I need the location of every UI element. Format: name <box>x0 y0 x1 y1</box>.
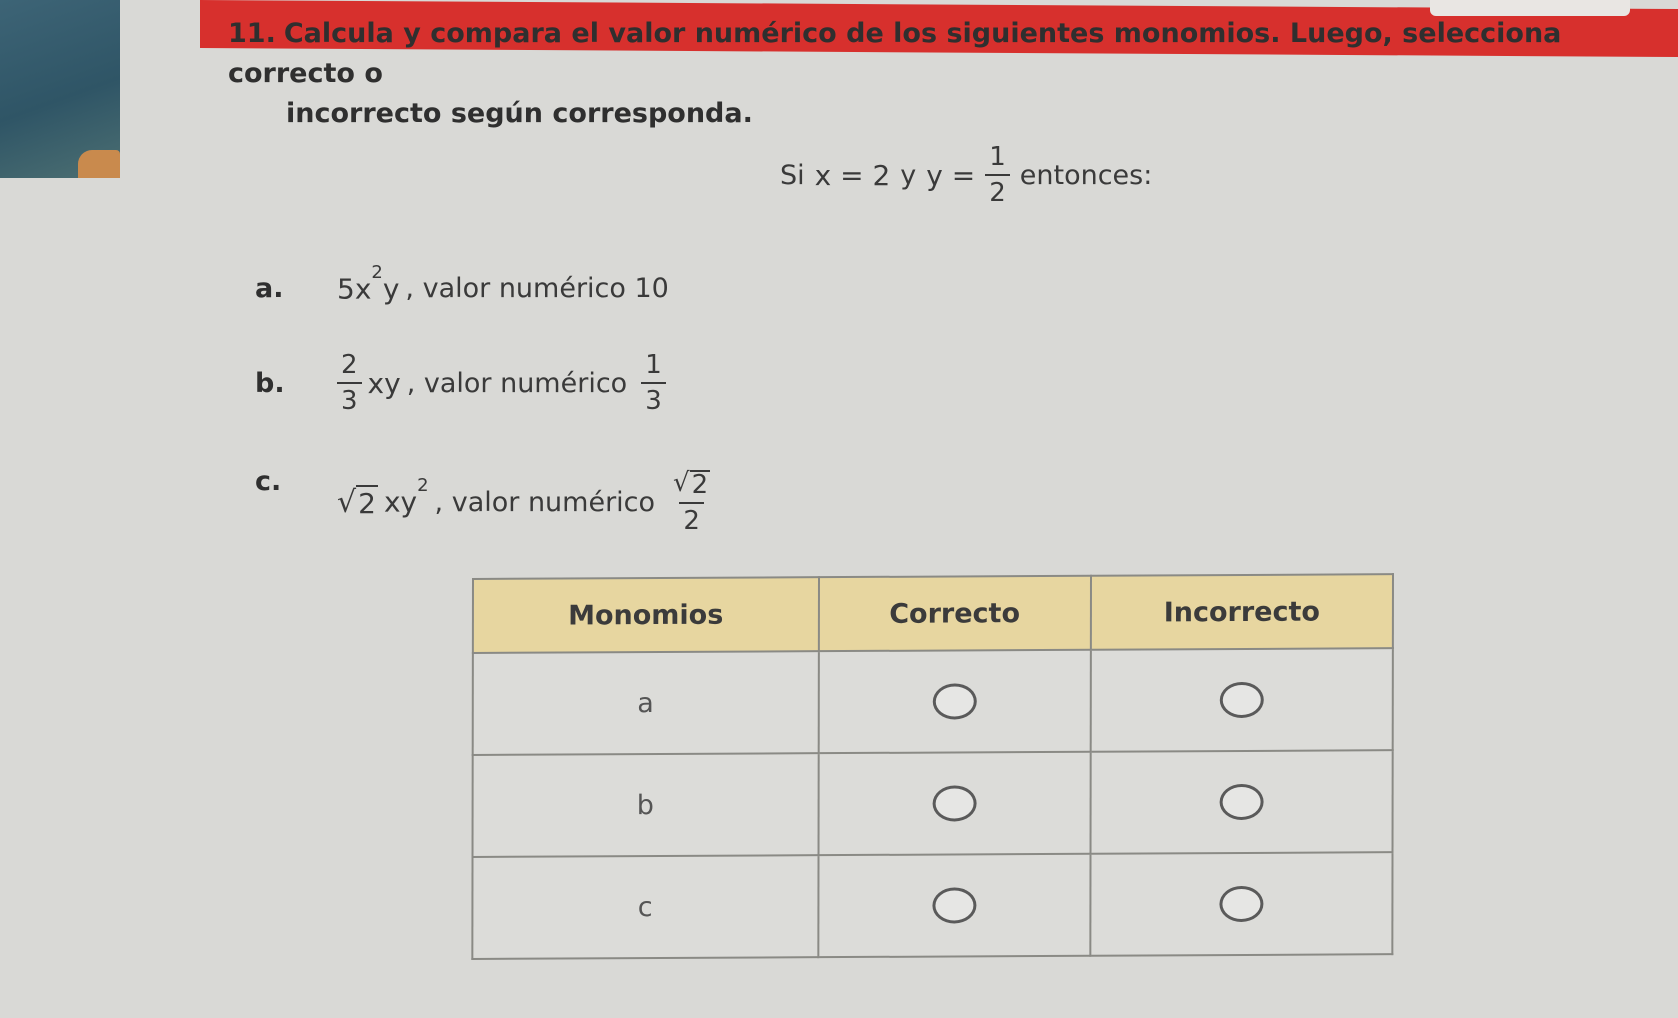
radio-incorrecto-c[interactable] <box>1219 886 1263 922</box>
radio-incorrecto-a[interactable] <box>1220 682 1264 718</box>
condition-then: entonces: <box>1019 159 1153 191</box>
answer-table <box>471 573 1394 960</box>
header-correcto: Correcto <box>818 576 1090 651</box>
item-expression <box>337 352 666 414</box>
condition-and: y <box>900 159 917 191</box>
question-number: 11. <box>228 18 276 49</box>
table-row <box>473 648 1393 755</box>
cell-correcto-a <box>818 650 1090 753</box>
radio-correcto-a[interactable] <box>932 683 976 719</box>
item-c <box>255 465 714 536</box>
item-b-value: $\frac{1}{3}$ <box>641 352 666 414</box>
cell-incorrecto-b <box>1090 750 1392 854</box>
row-label-b: b <box>473 753 819 857</box>
monomial-c-vars: $xy^2$ <box>383 475 429 519</box>
item-letter: c. <box>255 465 282 497</box>
question-text-line1: Calcula y compara el valor numérico de los siguientes monomios. Luego, selecciona correcto o <box>228 18 1562 89</box>
monomial-c-root: √ 2 <box>337 484 376 520</box>
item-expression <box>337 470 714 534</box>
radio-correcto-c[interactable] <box>932 887 976 923</box>
table-header-row <box>473 574 1393 653</box>
condition-y-fraction <box>985 144 1010 206</box>
item-value-label: , valor numérico <box>406 367 628 399</box>
item-a <box>255 262 669 306</box>
cell-incorrecto-a <box>1091 648 1393 752</box>
item-expression <box>337 262 669 306</box>
condition-statement <box>780 144 1152 206</box>
table-row <box>473 750 1393 857</box>
condition-x: x = 2 <box>814 158 891 192</box>
fraction-denominator: 2 <box>985 174 1010 206</box>
condition-y: y = <box>926 158 976 192</box>
item-b <box>255 352 666 414</box>
radio-correcto-b[interactable] <box>932 785 976 821</box>
corner-image <box>0 0 120 178</box>
item-value-label: , valor numérico <box>434 486 656 518</box>
row-label-c: c <box>472 855 818 959</box>
header-monomios: Monomios <box>473 577 819 653</box>
radio-incorrecto-b[interactable] <box>1219 784 1263 820</box>
monomial-b-coefficient: $\frac{2}{3}$ <box>337 352 362 414</box>
cell-correcto-b <box>818 752 1090 855</box>
question-text-line2: incorrecto según corresponda. <box>286 98 753 129</box>
item-value-label: , valor numérico 10 <box>405 273 669 305</box>
cell-correcto-c <box>818 854 1090 957</box>
monomial-a: $5x^2y$ <box>337 262 400 306</box>
condition-si: Si <box>780 159 805 191</box>
table-row <box>472 852 1392 959</box>
item-letter: a. <box>255 273 284 305</box>
fraction-numerator: 1 <box>989 142 1006 172</box>
row-label-a: a <box>473 651 819 755</box>
item-letter: b. <box>255 367 285 399</box>
monomial-b-vars: xy <box>367 366 401 400</box>
header-incorrecto: Incorrecto <box>1091 574 1393 650</box>
cell-incorrecto-c <box>1090 852 1392 956</box>
question-title <box>228 14 1648 134</box>
item-c-value: √ 2 2 <box>673 468 709 536</box>
